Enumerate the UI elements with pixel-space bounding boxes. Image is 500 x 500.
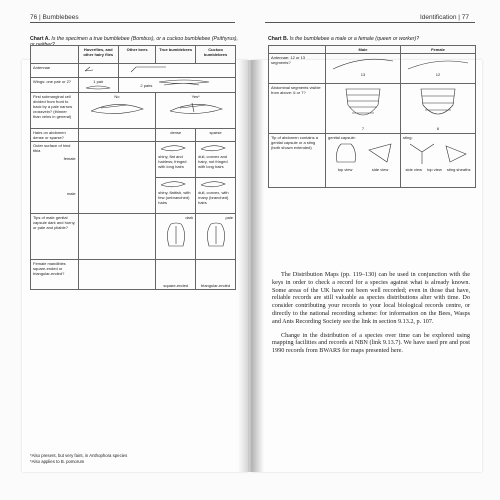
chart-a-header-true-bumblebees: True bumblebees — [156, 46, 196, 64]
chart-a-row-tibia-female — [31, 142, 236, 178]
row-label-antennae: Antennae — [31, 64, 79, 78]
tibia-female-cuckoo-cell — [196, 142, 236, 178]
tibia-blank-cell — [78, 142, 156, 214]
antenna-13-segments-drawing — [328, 55, 398, 71]
antenna-12-cell — [401, 54, 476, 84]
sting-drawing — [404, 140, 472, 166]
tibia-male-cuckoo-drawing — [198, 179, 228, 189]
left-footnotes — [30, 453, 127, 465]
abdomen-hairs-blank-cell — [78, 129, 156, 142]
left-running-head: 76 | Bumblebees — [30, 14, 79, 21]
sting-cell — [401, 134, 476, 188]
sting-side-view-label: side view — [405, 167, 422, 172]
abdomen-dense-cell: dense — [156, 129, 196, 142]
crossvein-no-text: No — [114, 94, 120, 99]
mandible-square-cell: square-ended — [156, 260, 196, 290]
genital-capsule-cell — [326, 134, 401, 188]
abdomen-6-text: 6 — [436, 126, 440, 131]
tibia-female-true-text: shiny, flat and hairless; fringed with long hairs — [158, 154, 187, 169]
genital-capsule-view-labels — [328, 167, 398, 172]
antenna-12-text: 12 — [435, 72, 441, 77]
antenna-12-segments-drawing — [403, 55, 473, 71]
footnote-1: *Also present, but very faint, in Anthophora species — [30, 453, 128, 458]
chart-a-header-cuckoo-bumblebees: Cuckoo bumblebees — [196, 46, 236, 64]
abdomen-6-cell — [401, 84, 476, 134]
chart-b-question: Is the bumblebee a male or a female (queen or worker)? — [288, 36, 420, 42]
antenna-13-text: 13 — [360, 72, 366, 77]
wing-two-pairs-drawing — [154, 79, 214, 87]
antenna-bee-cell — [118, 64, 235, 78]
sting-top-view-label: top view — [427, 167, 442, 172]
tibia-male-true-cell — [156, 178, 196, 214]
tibia-male-cuckoo-text: dull, convex, with many (branched) hairs — [198, 190, 229, 205]
capsule-dark-text: dark — [185, 215, 194, 220]
left-header-rule — [30, 22, 235, 23]
wing-with-crossvein-drawing — [166, 99, 226, 117]
row-label-tibia — [31, 142, 79, 214]
row-label-wings: Wings: one pair or 2? — [31, 78, 79, 93]
chart-a-row-wings — [31, 78, 236, 93]
footnote-2: *Also applies to B. pomorum — [30, 459, 85, 464]
genital-capsule-text: genital capsule: — [328, 135, 356, 140]
abdomen-female-drawing — [413, 85, 463, 125]
row-label-mandibles: Female mandibles square-ended or triangular-ended? — [31, 260, 79, 290]
genital-capsule-blank-cell — [78, 214, 156, 260]
crossvein-yes-cell — [156, 93, 236, 129]
row-label-abdomen-hairs: Hairs on abdomen dense or sparse? — [31, 129, 79, 142]
tibia-female-cuckoo-text: dull, convex and hairy, not fringed with long hairs — [198, 154, 228, 169]
bee-antenna-drawing — [121, 65, 221, 73]
paragraph-distribution-change: Change in the distribution of a species over time can be explored using mapping facilities and records at NBN (link 9.13.7). We have used pre and post 1990 records from BWARS for maps presented here. — [272, 331, 470, 355]
chart-a-row-crossvein — [31, 93, 236, 129]
chart-a-header-hoverflies: Hoverflies, and other hairy flies — [78, 46, 118, 64]
tibia-male-cuckoo-cell — [196, 178, 236, 214]
tibia-male-true-drawing — [158, 179, 188, 189]
chart-a-row-abdomen-hairs — [31, 129, 236, 142]
antenna-fly-cell — [78, 64, 118, 78]
tibia-female-true-drawing — [158, 143, 188, 153]
abdomen-sparse-cell: sparse — [196, 129, 236, 142]
chart-a-table — [30, 45, 236, 290]
crossvein-yes-text: Yes* — [191, 94, 200, 99]
row-label-crossvein: First submarginal cell divided from front to back by a pale narrow crossvein? (thinner than veins in general) — [31, 93, 79, 129]
chart-b-header-male: Male — [326, 46, 401, 54]
capsule-side-view-label: side view — [371, 167, 389, 172]
capsule-top-view-label: top view — [337, 167, 353, 172]
chart-b-header-row — [269, 46, 476, 54]
tibia-female-label: female — [63, 156, 76, 161]
right-header-rule — [265, 22, 475, 23]
tibia-male-label: male — [66, 191, 76, 196]
tibia-male-true-text: shiny, flattish, with few (unbranched) hairs — [158, 190, 191, 205]
row-label-abdominal-segments: Abdominal segments visible from above: 6 or 7? — [269, 84, 326, 134]
paragraph-distribution-maps: The Distribution Maps (pp. 119–130) can be used in conjunction with the keys in order to check a record for a species against what is already known. Some areas of the UK have not been well recorded; even in those that have, reliable records are still valuable as species distributions alter with time. Do consider contributing your records to your local biological records centre, or directly to the national recording scheme: for information on the Bees, Wasps and Ants Recording Society see the link in section 9.13.2, p. 107. — [272, 271, 470, 325]
wing-one-pair-drawing — [83, 84, 113, 90]
row-label-genital-capsule: Tips of male genital capsule dark and horny, or pale and pliable? — [31, 214, 79, 260]
fly-antenna-drawing — [81, 65, 111, 73]
tibia-female-true-cell — [156, 142, 196, 178]
abdomen-male-drawing — [338, 85, 388, 125]
mandibles-blank-cell — [78, 260, 156, 290]
book-gutter — [238, 60, 264, 472]
row-label-segments: Antennae: 12 or 13 segments? — [269, 54, 326, 84]
chart-b-header-blank — [269, 46, 326, 54]
capsule-pale-cell — [196, 214, 236, 260]
chart-a-label: Chart A. — [30, 36, 50, 42]
abdomen-7-text: 7 — [361, 126, 365, 131]
row-label-tibia-text: Outer surface of hind tibia — [33, 143, 71, 153]
wings-two-pairs-text: 2 pairs — [140, 83, 153, 88]
chart-a-header-row — [31, 46, 236, 64]
capsule-dark-cell — [156, 214, 196, 260]
chart-a-row-antennae — [31, 64, 236, 78]
crossvein-no-cell — [78, 93, 156, 129]
wing-no-crossvein-drawing — [87, 99, 147, 117]
chart-a-header-other-bees: Other bees — [118, 46, 155, 64]
genital-capsule-drawing — [329, 140, 397, 166]
chart-b-caption — [268, 36, 478, 42]
capsule-pale-text: pale — [225, 215, 233, 220]
chart-b-row-antennae — [269, 54, 476, 84]
tibia-female-cuckoo-drawing — [198, 143, 228, 153]
chart-b-row-tip — [269, 134, 476, 188]
chart-a-header-blank — [31, 46, 79, 64]
wings-one-pair-text: 1 pair — [93, 79, 104, 84]
sting-text: sting: — [403, 135, 413, 140]
chart-a-question: Is the specimen a true bumblebee (Bombus), or a cuckoo bumblebee (Psithyrus), — [51, 36, 238, 42]
chart-b-table — [268, 45, 476, 188]
row-label-abdomen-tip: Tip of abdomen contains a genital capsule or a sting (both shown extended) — [269, 134, 326, 188]
wings-two-pairs-cell — [118, 78, 235, 93]
capsule-dark-drawing — [161, 220, 191, 248]
sting-sheaths-label: sting sheaths — [446, 167, 471, 172]
chart-b-label: Chart B. — [268, 36, 289, 42]
abdomen-7-cell — [326, 84, 401, 134]
right-running-head: Identification | 77 — [420, 14, 470, 21]
chart-b-header-female: Female — [401, 46, 476, 54]
antenna-13-cell — [326, 54, 401, 84]
right-body-text — [272, 271, 470, 361]
chart-a-row-mandibles — [31, 260, 236, 290]
chart-b-row-abdomen — [269, 84, 476, 134]
sting-view-labels — [403, 167, 473, 172]
mandible-triangular-cell: triangular-ended — [196, 260, 236, 290]
chart-a-row-genital-capsule — [31, 214, 236, 260]
wings-one-pair-cell — [78, 78, 118, 93]
capsule-pale-drawing — [201, 220, 231, 248]
